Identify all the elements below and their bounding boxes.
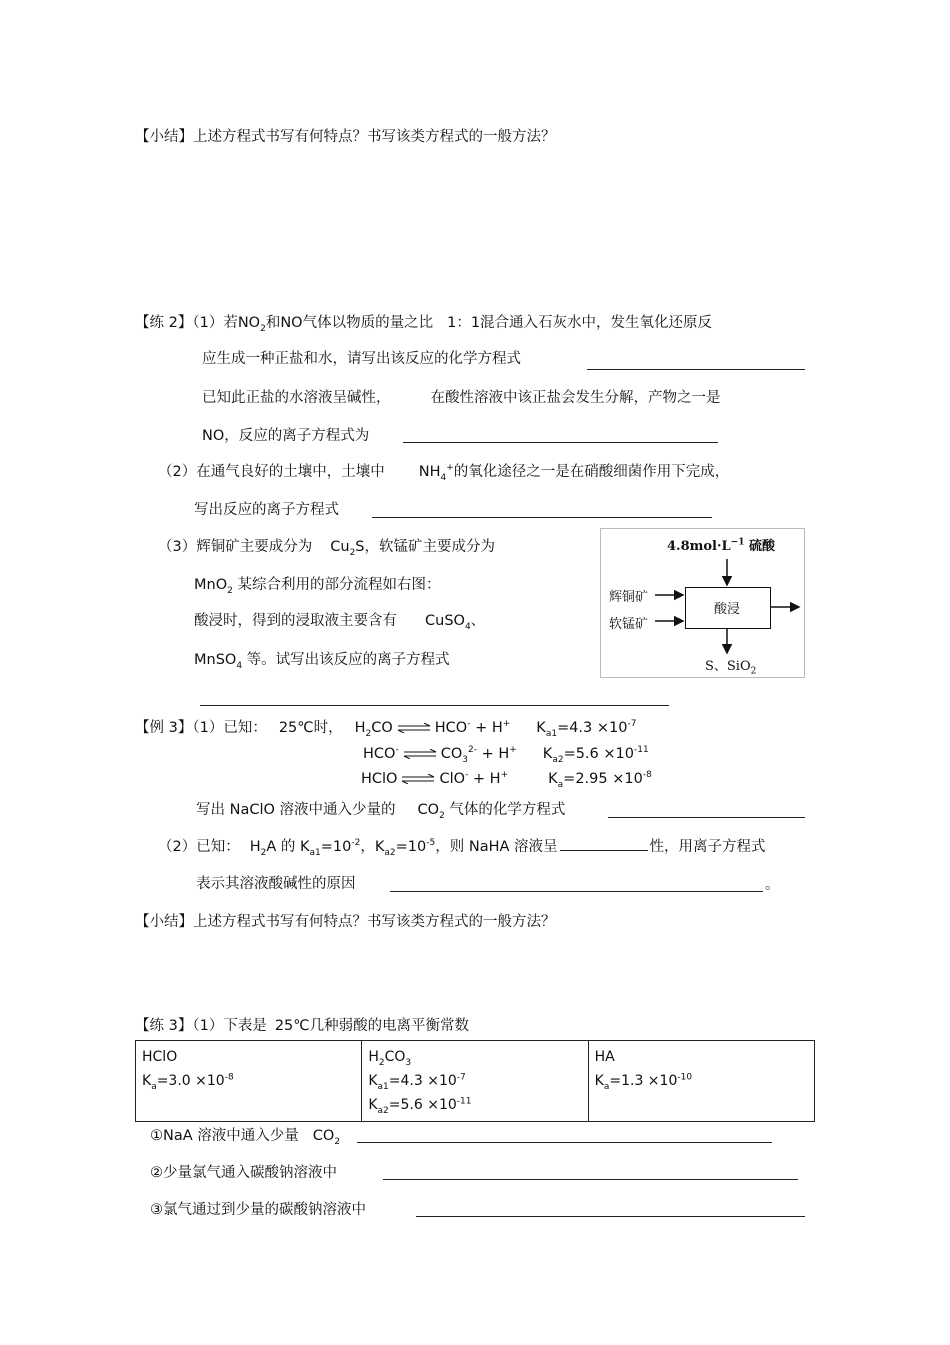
- output-residue: S、SiO$_2$: [705, 659, 757, 677]
- summary-label: 【小结】: [135, 129, 193, 145]
- acid-leach-box: 酸浸: [685, 587, 771, 629]
- example-3-eq-2: HCO- $CO_3^{2-} + H^+$ $K_{a2}=5.6 \times 10^{-11}$: [363, 745, 649, 765]
- summary-text: 上述方程式书写有何特点？书写该类方程式的一般方法？: [193, 129, 556, 145]
- exercise-2-q3-line-2: MnO$_2$ 某综合利用的部分流程如右图：: [194, 577, 441, 596]
- exercise-2-q3-line-3: 酸浸时，得到的浸取液主要含有 CuSO$_4$、: [194, 613, 486, 632]
- answer-blank-10[interactable]: [416, 1216, 805, 1217]
- exercise-3-intro: 【练 3】（1）下表是 25℃几种弱酸的电离平衡常数: [135, 1018, 470, 1034]
- answer-blank-5[interactable]: [608, 817, 805, 818]
- answer-blank-7[interactable]: [390, 891, 763, 892]
- ka-table: [135, 1040, 815, 1122]
- exercise-2-q3-line-1: （3）辉铜矿主要成分为 $Cu_2S$，软锰矿主要成分为: [158, 539, 496, 558]
- equilibrium-arrow-icon: [401, 774, 435, 784]
- summary-1: [135, 128, 556, 146]
- summary-label: 【小结】: [135, 914, 193, 930]
- flow-arrows: [601, 529, 804, 677]
- exercise-3-item-1: ①NaA 溶液中通入少量 $CO_2$: [150, 1128, 341, 1147]
- answer-blank-6[interactable]: [560, 838, 648, 851]
- input-chalcocite: 辉铜矿: [609, 590, 649, 605]
- exercise-2-q3-line-4: MnSO$_4$ 等。试写出该反应的离子方程式: [194, 652, 450, 671]
- example-3-eq-3: HClO ClO- + H+ $K_a=2.95 \times 10^{-8}$: [361, 770, 652, 790]
- exercise-3-item-3: ③氯气通过到少量的碳酸钠溶液中: [150, 1202, 366, 1218]
- example-3-eq-1: 【例 3】（1）已知： 25℃时， $H_2CO$ HCO- + H+ $K_{a1}=4.3 \times 10^{-7}$: [135, 719, 637, 739]
- answer-blank-3[interactable]: [372, 517, 712, 518]
- period: 。: [765, 877, 780, 893]
- equilibrium-arrow-icon: [403, 749, 437, 759]
- table-cell-ha: HA $K_a=1.3 \times 10^{-10}$: [588, 1041, 814, 1122]
- example-3-task-1: 写出 NaClO 溶液中通入少量的 $CO_2$ 气体的化学方程式: [196, 802, 566, 821]
- answer-blank-8[interactable]: [357, 1142, 772, 1143]
- answer-blank-4[interactable]: [200, 705, 669, 706]
- summary-2: [135, 913, 556, 931]
- input-pyrolusite: 软锰矿: [609, 617, 649, 632]
- exercise-2-q2-line-2: 写出反应的离子方程式: [194, 502, 339, 518]
- exercise-label: 【练 3】: [135, 1018, 193, 1034]
- answer-blank-9[interactable]: [383, 1179, 798, 1180]
- equilibrium-arrow-icon: [397, 723, 431, 733]
- example-label: 【例 3】: [135, 720, 193, 736]
- exercise-2-line-2: 应生成一种正盐和水，请写出该反应的化学方程式: [202, 351, 521, 367]
- example-3-q2-line-2: 表示其溶液酸碱性的原因: [196, 876, 356, 892]
- table-cell-hclo: HClO $K_a=3.0 \times 10^{-8}$: [136, 1041, 362, 1122]
- table-row: [136, 1041, 815, 1122]
- exercise-2-line-1: 【练 2】（1）若$NO_2$和NO气体以物质的量之比 1：1混合通入石灰水中，发生氧化还原反: [135, 315, 713, 334]
- exercise-2-line-3: 已知此正盐的水溶液呈碱性， 在酸性溶液中该正盐会发生分解，产物之一是: [202, 390, 721, 406]
- exercise-2-q2-line-1: （2）在通气良好的土壤中，土壤中 $NH_4^+$的氧化途径之一是在硝酸细菌作用下完成，: [158, 463, 730, 483]
- answer-blank-2[interactable]: [403, 442, 718, 443]
- summary-text: 上述方程式书写有何特点？书写该类方程式的一般方法？: [193, 914, 556, 930]
- exercise-2-line-4: NO，反应的离子方程式为: [202, 428, 370, 444]
- reagent-label: $4.8mol\cdot L^{-1}$ 硫酸: [667, 537, 775, 554]
- acid-leach-flowchart: [600, 528, 805, 678]
- example-3-q2: （2）已知： $H_2A$ 的 $K_{a1}=10^{-2}$，$K_{a2}=10^{-5}$，则 NaHA 溶液呈 性，用离子方程式: [158, 838, 766, 858]
- answer-blank-1[interactable]: [587, 369, 805, 370]
- table-cell-h2co3: $H_2CO_3$ $K_{a1}=4.3 \times 10^{-7}$ $K_{a2}=5.6 \times 10^{-11}$: [362, 1041, 588, 1122]
- exercise-3-item-2: ②少量氯气通入碳酸钠溶液中: [150, 1165, 337, 1181]
- exercise-label: 【练 2】: [135, 315, 193, 331]
